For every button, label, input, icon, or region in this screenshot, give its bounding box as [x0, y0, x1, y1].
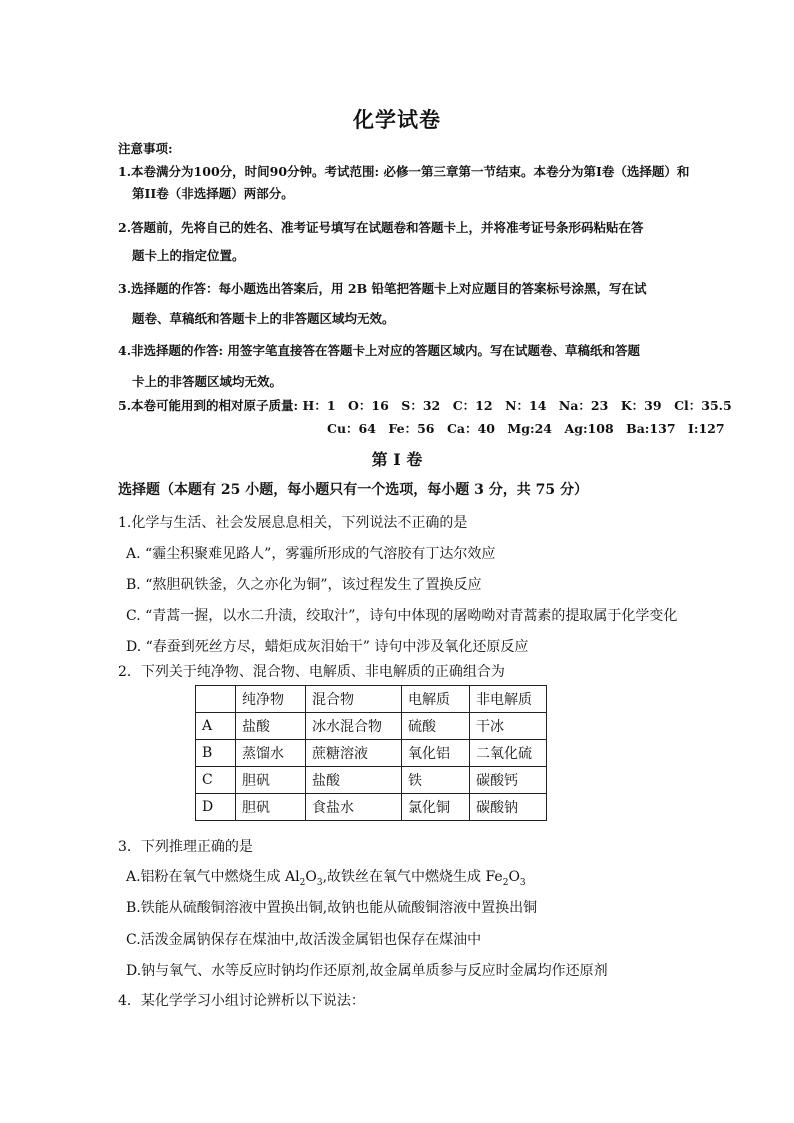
- table-cell: 硫酸: [402, 713, 470, 740]
- table-cell: 食盐水: [306, 794, 402, 821]
- table-cell: 非电解质: [470, 686, 547, 713]
- option-b: B. “熬胆矾铁釜，久之亦化为铜”，该过程发生了置换反应: [126, 577, 482, 593]
- note-3-line-1: 3.选择题的作答：每小题选出答案后，用 2B 铅笔把答题卡上对应题目的答案标号涂黑，写在试: [118, 281, 647, 296]
- table-header-row: [196, 686, 547, 713]
- table-cell: 混合物: [306, 686, 402, 713]
- options-table: [195, 685, 547, 821]
- table-cell: 蔗糖溶液: [306, 740, 402, 767]
- option-a-text: ,故铁丝在氧气中燃烧生成 Fe: [322, 869, 503, 885]
- option-d: D.钠与氧气、水等反应时钠均作还原剂,故金属单质参与反应时金属均作还原剂: [126, 963, 608, 979]
- note-4-line-1: 4.非选择题的作答: 用签字笔直接答在答题卡上对应的答题区域内。写在试题卷、草稿纸和答题: [118, 343, 641, 358]
- note-2-line-1: 2.答题前，先将自己的姓名、准考证号填写在试题卷和答题卡上，并将准考证号条形码粘贴在答: [118, 220, 644, 235]
- question-stem: 1.化学与生活、社会发展息息相关，下列说法不正确的是: [118, 515, 468, 531]
- table-cell: 盐酸: [236, 713, 306, 740]
- option-a-text: O: [508, 869, 520, 885]
- section-title: 第 I 卷: [371, 450, 423, 469]
- note-5-line-1: 5.本卷可能用到的相对原子质量: H：1 O：16 S：32 C：12 N：14 Na：23 K：39 Cl：35.5: [118, 398, 732, 413]
- option-a-text: O: [305, 869, 317, 885]
- subscript: 3: [316, 877, 323, 888]
- subscript: 3: [519, 877, 526, 888]
- option-d: D. “春蚕到死丝方尽，蜡炬成灰泪始干” 诗句中涉及氧化还原反应: [126, 639, 529, 655]
- option-a: [126, 866, 526, 888]
- table-cell: 胆矾: [236, 794, 306, 821]
- note-1-line-2: 第II卷（非选择题）两部分。: [132, 186, 294, 201]
- option-c: C.活泼金属钠保存在煤油中,故活泼金属铝也保存在煤油中: [126, 932, 482, 948]
- table-row: [196, 713, 547, 740]
- table-cell: 碳酸钙: [470, 767, 547, 794]
- option-b: B.铁能从硫酸铜溶液中置换出铜,故钠也能从硫酸铜溶液中置换出铜: [126, 900, 538, 916]
- question-stem: 3．下列推理正确的是: [118, 839, 253, 855]
- table-cell: 碳酸钠: [470, 794, 547, 821]
- question-stem: 2．下列关于纯净物、混合物、电解质、非电解质的正确组合为: [118, 664, 505, 680]
- table-cell: 胆矾: [236, 767, 306, 794]
- notes-heading: 注意事项:: [118, 141, 173, 156]
- table-cell: 电解质: [402, 686, 470, 713]
- question-stem: 4．某化学学习小组讨论辨析以下说法：: [118, 993, 365, 1009]
- note-1-line-1: 1.本卷满分为100分，时间90分钟。考试范围: 必修一第三章第一节结束。本卷分为第I卷（选择题）和: [118, 164, 690, 179]
- option-a-text: A.铝粉在氧气中燃烧生成 Al: [126, 869, 300, 885]
- table-cell: 铁: [402, 767, 470, 794]
- table-cell: C: [196, 767, 236, 794]
- table-cell: [196, 686, 236, 713]
- table-row: [196, 740, 547, 767]
- note-5-line-2: Cu：64 Fe：56 Ca：40 Mg:24 Ag:108 Ba:137 I:127: [327, 421, 725, 436]
- table-cell: 蒸馏水: [236, 740, 306, 767]
- table-cell: D: [196, 794, 236, 821]
- note-2-line-2: 题卡上的指定位置。: [132, 248, 245, 263]
- table-cell: 冰水混合物: [306, 713, 402, 740]
- table-row: [196, 794, 547, 821]
- note-3-line-2: 题卷、草稿纸和答题卡上的非答题区域均无效。: [132, 311, 395, 326]
- table-cell: 纯净物: [236, 686, 306, 713]
- table-cell: 氧化铝: [402, 740, 470, 767]
- table-cell: 干冰: [470, 713, 547, 740]
- table-cell: 氯化铜: [402, 794, 470, 821]
- table-cell: 盐酸: [306, 767, 402, 794]
- page-title: 化学试卷: [353, 107, 441, 132]
- section-heading: 选择题（本题有 25 小题，每小题只有一个选项，每小题 3 分，共 75 分）: [118, 482, 588, 498]
- option-a: A. “霾尘积聚难见路人”，雾霾所形成的气溶胶有丁达尔效应: [126, 546, 496, 562]
- note-4-line-2: 卡上的非答题区域均无效。: [132, 374, 283, 389]
- table-row: [196, 767, 547, 794]
- subscript: 2: [299, 877, 306, 888]
- subscript: 2: [502, 877, 509, 888]
- table-cell: 二氧化硫: [470, 740, 547, 767]
- table-cell: B: [196, 740, 236, 767]
- option-c: C. “青蒿一握，以水二升渍，绞取汁”，诗句中体现的屠呦呦对青蒿素的提取属于化学变化: [126, 608, 678, 624]
- table-cell: A: [196, 713, 236, 740]
